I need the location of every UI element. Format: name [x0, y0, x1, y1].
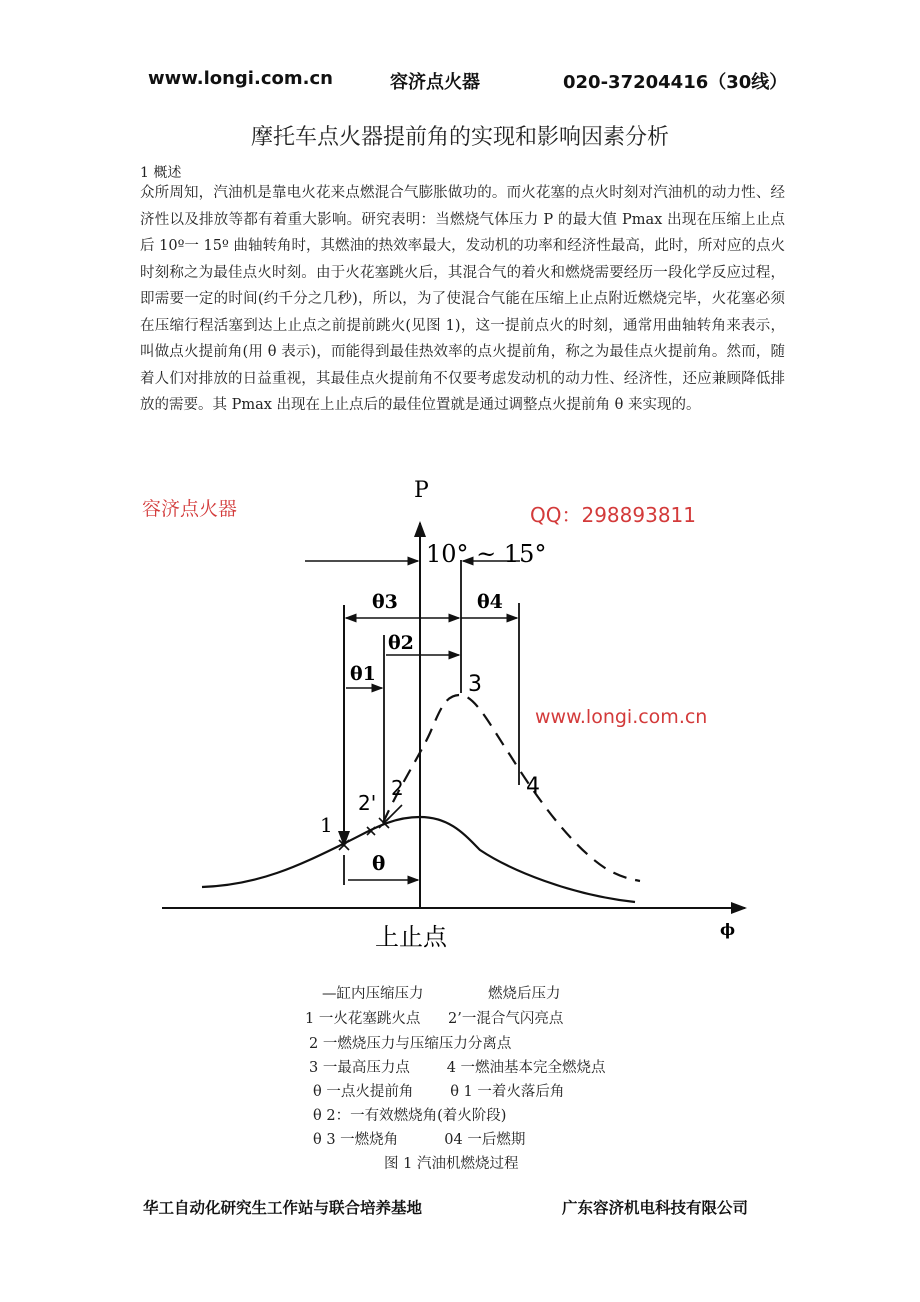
point-2-label: 2	[391, 776, 404, 800]
watermark-brand: 容济点火器	[142, 498, 238, 520]
watermark-qq: QQ：298893811	[530, 503, 697, 527]
point-1-label: 1	[320, 813, 333, 837]
watermark-url: www.longi.com.cn	[535, 706, 708, 728]
point-3-label: 3	[468, 672, 482, 697]
theta4-label: θ4	[477, 591, 503, 613]
legend-line-4: 3 一最高压力点 4 一燃油基本完全燃烧点	[309, 1060, 606, 1076]
range-label: 10° ~ 15°	[426, 540, 547, 568]
legend-line-2: 1 一火花塞跳火点 2’一混合气闪亮点	[305, 1011, 564, 1027]
header-phone: 020-37204416（30线）	[563, 72, 788, 93]
figure-caption: 图 1 汽油机燃烧过程	[384, 1156, 519, 1172]
header-company: 容济点火器	[390, 72, 480, 93]
tdc-label: 上止点	[375, 923, 447, 951]
theta3-label: θ3	[372, 591, 398, 613]
point-4-label: 4	[526, 774, 540, 799]
footer-left: 华工自动化研究生工作站与联合培养基地	[143, 1199, 423, 1217]
legend-line-6: θ 2：一有效燃烧角(着火阶段)	[313, 1108, 507, 1124]
theta2-label: θ2	[388, 632, 414, 654]
section-heading: 1 概述	[140, 165, 182, 181]
theta1-label: θ1	[350, 663, 376, 685]
legend-line-3: 2 一燃烧压力与压缩压力分离点	[309, 1036, 512, 1052]
y-axis-label: P	[414, 478, 429, 503]
legend-line-5: θ 一点火提前角 θ 1 一着火落后角	[313, 1084, 565, 1100]
document-title: 摩托车点火器提前角的实现和影响因素分析	[250, 125, 669, 150]
x-axis-label: ϕ	[720, 920, 736, 939]
point-2-marker	[379, 805, 402, 828]
theta-label: θ	[372, 851, 386, 875]
header-website: www.longi.com.cn	[148, 68, 333, 89]
footer-right: 广东容济机电科技有限公司	[562, 1199, 749, 1217]
combustion-diagram	[130, 465, 760, 970]
intro-paragraph: 众所周知，汽油机是靠电火花来点燃混合气膨胀做功的。而火花塞的点火时刻对汽油机的动力性、经济性以及排放等都有着重大影响。研究表明：当燃烧气体压力 P 的最大值 Pmax 出现在压缩上止点后 10º一 15º 曲轴转角时，其燃油的热效率最大，发动机的功率和经济性最高，此时，所对应的点火时刻称之为最佳点火时刻。由于火花塞跳火后，其混合气的着火和燃烧需要经历一段化学反应过程，即需要一定的时间(约千分之几秒)，所以，为了使混合气能在压缩上止点附近燃烧完毕，火花塞必须在压缩行程活塞到达上止点之前提前跳火(见图 1)，这一提前点火的时刻，通常用曲轴转角来表示，叫做点火提前角(用 θ 表示)，而能得到最佳热效率的点火提前角，称之为最佳点火提前角。然而，随着人们对排放的日益重视，其最佳点火提前角不仅要考虑发动机的动力性、经济性，还应兼顾降低排放的需要。其 Pmax 出现在上止点后的最佳位置就是通过调整点火提前角 θ 来实现的。	[140, 185, 785, 413]
legend-line-1: —缸内压缩压力 燃烧后压力	[322, 986, 561, 1002]
legend-line-7: θ 3 一燃烧角 04 一后燃期	[313, 1132, 526, 1148]
compression-pressure-curve	[202, 817, 635, 902]
point-2p-label: 2'	[358, 791, 377, 815]
